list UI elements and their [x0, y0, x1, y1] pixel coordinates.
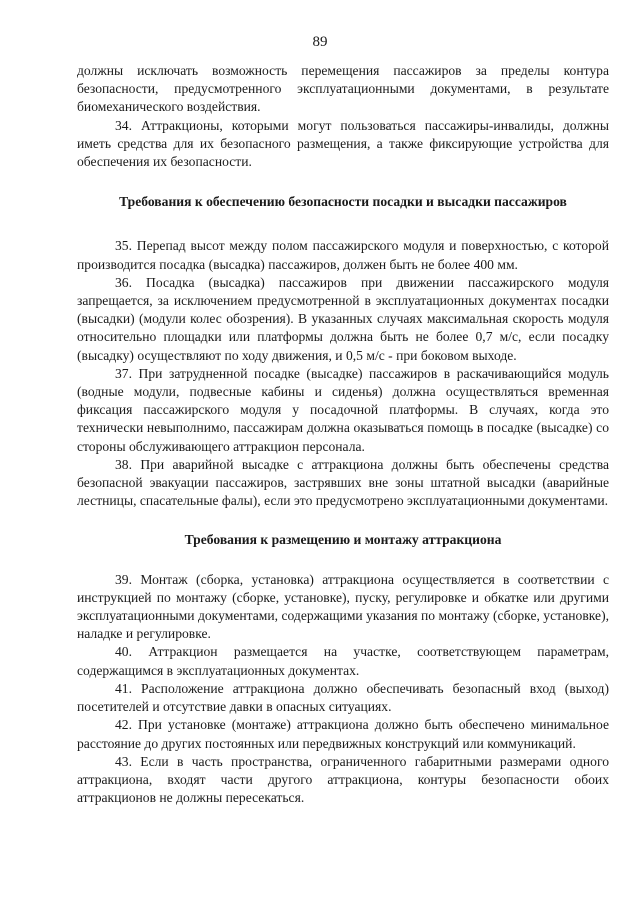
paragraph-36: 36. Посадка (высадка) пассажиров при движении пассажирского модуля запрещается, за исключением предусмотренной в эксплуатационных документах посадки (высадки) (модули колес обозрения). В указанных случаях максимальная скорость модуля относительно площадки или платформы должна быть не более 0,7 м/с, если посадку (высадку) осуществляют по ходу движения, и 0,5 м/с - при боковом выходе. [77, 274, 609, 363]
paragraph-40: 40. Аттракцион размещается на участке, соответствующем параметрам, содержащимся в эксплуатационных документах. [77, 644, 609, 678]
paragraph-37: 37. При затрудненной посадке (высадке) пассажиров в раскачивающийся модуль (водные модули, подвесные кабины и сиденья) должна осуществляться временная фиксация пассажирского модуля у посадочной платформы. В случаях, когда это технически невыполнимо, пассажирам должна оказываться помощь в посадке (высадке) со стороны обслуживающего аттракцион персонала. [77, 365, 609, 454]
paragraph-41: 41. Расположение аттракциона должно обеспечивать безопасный вход (выход) посетителей и отсутствие давки в опасных ситуациях. [77, 680, 609, 715]
paragraph-38: 38. При аварийной высадке с аттракциона должны быть обеспечены средства безопасной эвакуации пассажиров, застрявших вне зоны штатной высадки (аварийные лестницы, спасательные фалы), если это предусмотрено эксплуатационными документами. [77, 456, 609, 509]
paragraph-39: 39. Монтаж (сборка, установка) аттракциона осуществляется в соответствии с инструкцией по монтажу (сборке, установке), пуску, регулировке и обкатке или другими эксплуатационными документами, содержащими указания по монтажу (сборке, установке), наладке и регулировке. [77, 571, 609, 642]
paragraph-continuation: должны исключать возможность перемещения пассажиров за пределы контура безопасности, предусмотренного эксплуатационными документами, в результате биомеханического воздействия. [77, 63, 609, 115]
section-heading-boarding: Требования к обеспечению безопасности посадки и высадки пассажиров [119, 194, 567, 210]
section-heading-placement: Требования к размещению и монтажу аттракциона [184, 532, 502, 548]
paragraph-43: 43. Если в часть пространства, ограниченного габаритными размерами одного аттракциона, входят части другого аттракциона, контуры безопасности обоих аттракционов не должны пересекаться. [77, 753, 609, 806]
page-number: 89 [312, 34, 328, 50]
paragraph-35: 35. Перепад высот между полом пассажирского модуля и поверхностью, с которой производится посадка (высадка) пассажиров, должен быть не более 400 мм. [77, 238, 609, 272]
document-body [77, 62, 609, 807]
paragraph-42: 42. При установке (монтаже) аттракциона должно быть обеспечено минимальное расстояние до других постоянных или передвижных конструкций или коммуникаций. [77, 717, 609, 751]
paragraph-34: 34. Аттракционы, которыми могут пользоваться пассажиры-инвалиды, должны иметь средства для их безопасного размещения, а также фиксирующие устройства для обеспечения их безопасности. [77, 117, 609, 170]
